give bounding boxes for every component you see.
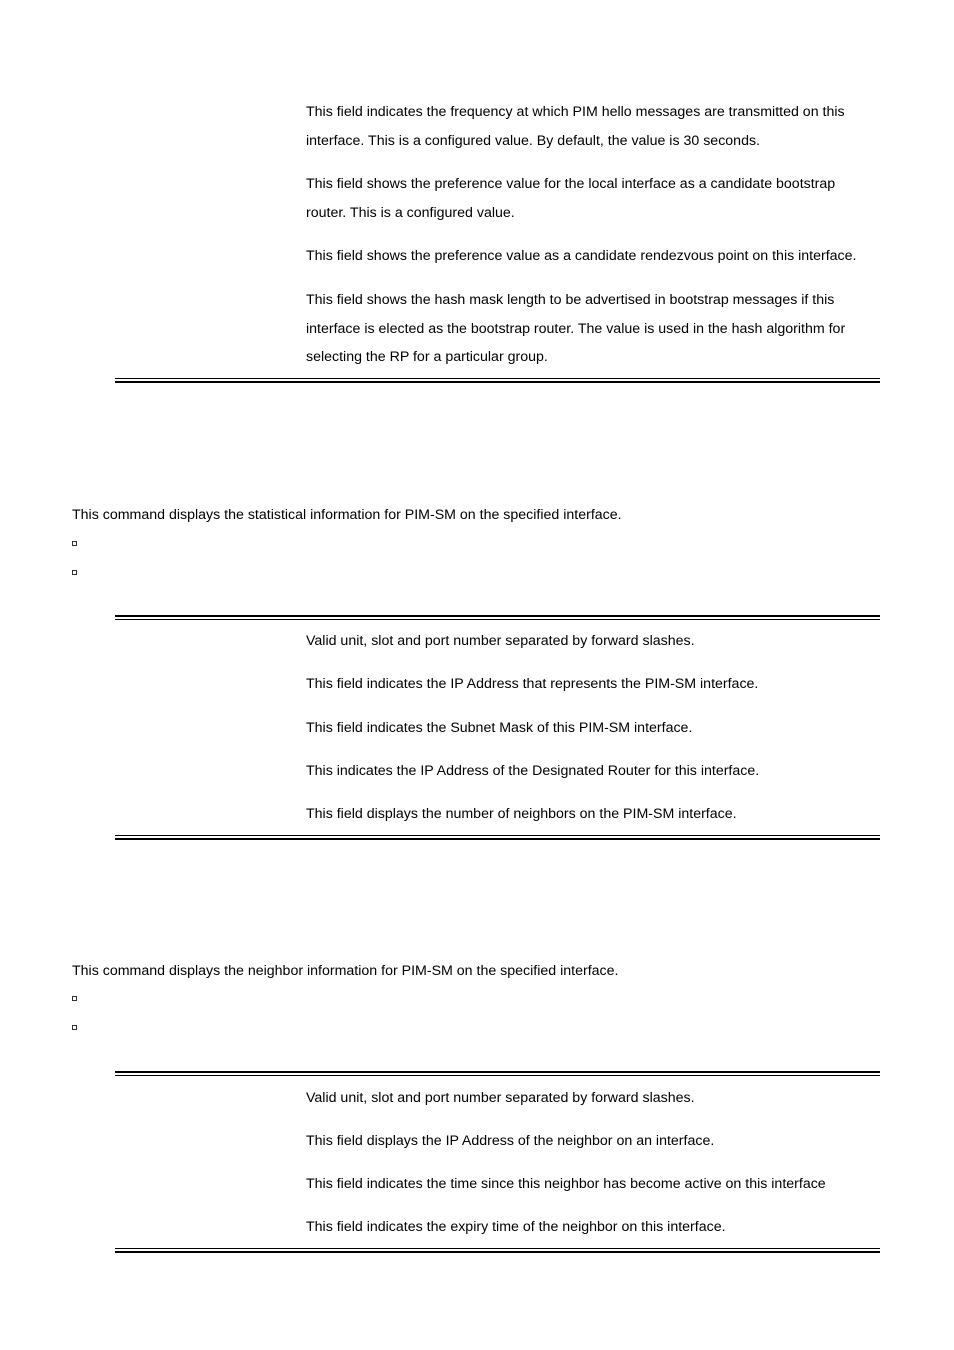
table2-row-4-description: This indicates the IP Address of the Designated Router for this interface. — [306, 763, 760, 779]
table2-row-5-description: This field displays the number of neighbors on the PIM-SM interface. — [306, 806, 737, 822]
table3-row-1-description: Valid unit, slot and port number separated by forward slashes. — [306, 1090, 695, 1106]
section3-bullet-1 — [72, 996, 77, 1001]
table3-row-3-description: This field indicates the time since this neighbor has become active on this interface — [306, 1176, 826, 1192]
section2-intro: This command displays the statistical information for PIM-SM on the specified interface. — [72, 507, 622, 523]
table1-row-4-description: This field shows the hash mask length to be advertised in bootstrap messages if this interface is elected as the bootstrap router. The value is used in the hash algorithm for selecting the RP for a particular group. — [306, 292, 846, 365]
section2-bullet-2 — [72, 570, 77, 575]
section2-bullet-1 — [72, 541, 77, 546]
table1-row-1-description: This field indicates the frequency at which PIM hello messages are transmitted on this interface. This is a configured value. By default, the value is 30 seconds. — [306, 104, 845, 149]
table2-top-rule — [115, 615, 880, 620]
table2-row-2-description: This field indicates the IP Address that represents the PIM-SM interface. — [306, 676, 759, 692]
section3-bullet-2 — [72, 1025, 77, 1030]
table2-bottom-rule — [115, 835, 880, 840]
table3-row-4-description: This field indicates the expiry time of the neighbor on this interface. — [306, 1219, 726, 1235]
table1-bottom-rule — [115, 378, 880, 383]
table1-row-3-description: This field shows the preference value as a candidate rendezvous point on this interface. — [306, 248, 857, 264]
section3-intro: This command displays the neighbor information for PIM-SM on the specified interface. — [72, 963, 619, 979]
table1-row-2-description: This field shows the preference value for the local interface as a candidate bootstrap router. This is a configured value. — [306, 176, 836, 221]
table3-row-2-description: This field displays the IP Address of the neighbor on an interface. — [306, 1133, 715, 1149]
table2-row-3-description: This field indicates the Subnet Mask of this PIM-SM interface. — [306, 720, 693, 736]
table2-row-1-description: Valid unit, slot and port number separated by forward slashes. — [306, 633, 695, 649]
table3-top-rule — [115, 1071, 880, 1076]
table3-bottom-rule — [115, 1248, 880, 1253]
